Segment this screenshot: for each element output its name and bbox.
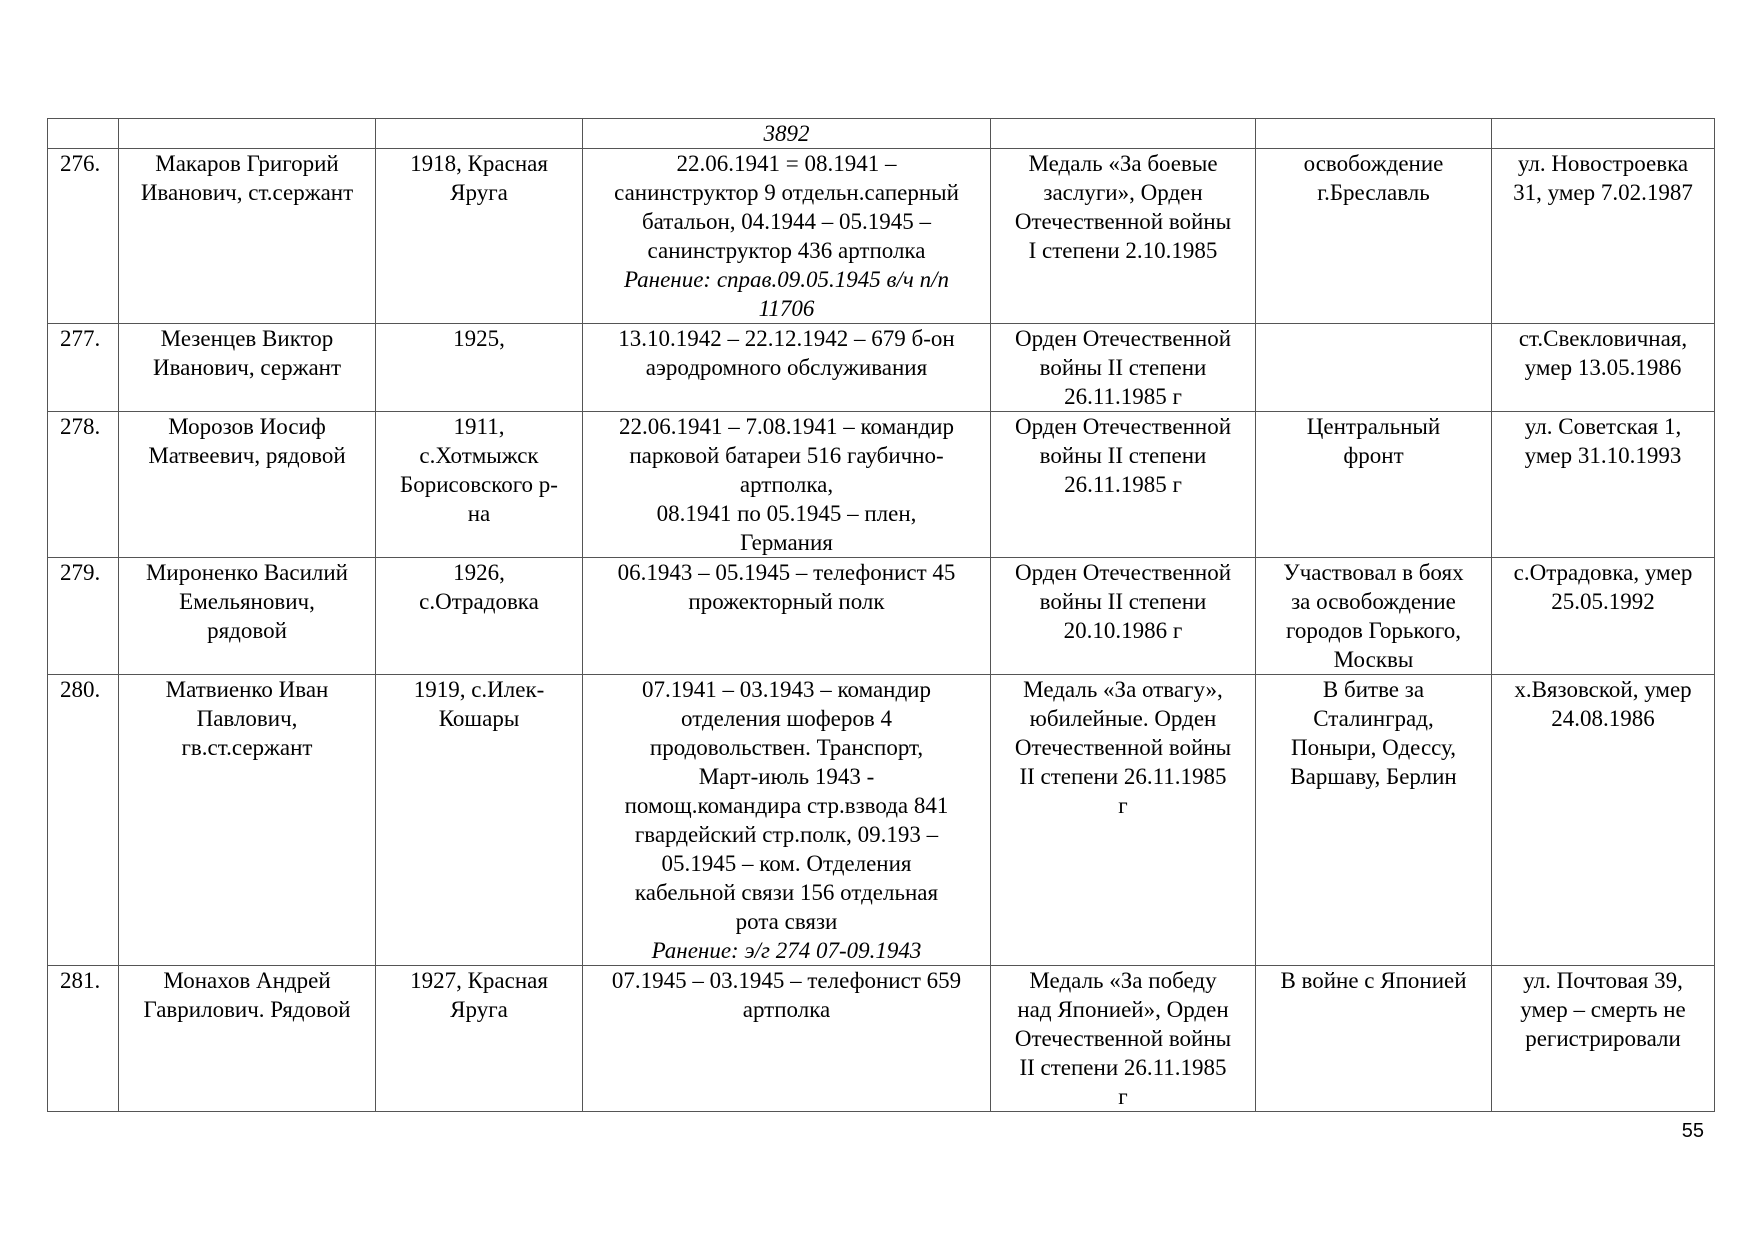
fate-line: ул. Почтовая 39,	[1523, 968, 1683, 993]
awards-line: г	[1118, 1084, 1128, 1109]
empty-cell	[991, 119, 1256, 149]
awards-line: Орден Отечественной	[1014, 414, 1232, 439]
service-record-line: санинструктор 9 отдельн.саперный	[614, 180, 959, 205]
battles-line: Центральный	[1306, 414, 1441, 439]
fate-cell	[1492, 149, 1715, 324]
service-record-line: санинструктор 436 артполка	[647, 238, 926, 263]
fate-line: умер 31.10.1993	[1524, 443, 1682, 468]
service-record-line: 07.1941 – 03.1943 – командир	[642, 677, 931, 702]
service-record-cell	[583, 966, 991, 1112]
awards-line: войны II степени	[1039, 589, 1207, 614]
birth-info-line: Яруга	[450, 180, 508, 205]
service-record-line: прожекторный полк	[688, 589, 885, 614]
row-number-cell: 277.	[48, 324, 119, 412]
awards-line: Орден Отечественной	[1014, 560, 1232, 585]
veteran-name-line: Матвиенко Иван	[165, 677, 329, 702]
table-row	[48, 324, 1715, 412]
awards-line: II степени 26.11.1985	[1019, 764, 1227, 789]
birth-info-line: с.Хотмыжск	[419, 443, 539, 468]
birth-info-cell	[376, 412, 583, 558]
awards-line: г	[1118, 793, 1128, 818]
page-number: 55	[1681, 1120, 1704, 1142]
fate-line: х.Вязовской, умер	[1514, 677, 1692, 702]
service-record-cell	[583, 324, 991, 412]
service-record-line: Март-июль 1943 -	[698, 764, 875, 789]
birth-info-line: на	[467, 501, 491, 526]
fate-line: ул. Новостроевка	[1517, 151, 1689, 176]
veteran-name-cell	[119, 149, 376, 324]
veteran-name-cell	[119, 558, 376, 675]
service-record-cell	[583, 675, 991, 966]
service-record-line: рота связи	[735, 909, 838, 934]
battles-line: Поныри, Одессу,	[1290, 735, 1457, 760]
service-record-line: 05.1945 – ком. Отделения	[661, 851, 912, 876]
empty-cell	[1492, 119, 1715, 149]
wound-note-line: Ранение: э/г 274 07-09.1943	[651, 938, 922, 963]
row-number-cell: 280.	[48, 675, 119, 966]
battles-cell	[1256, 558, 1492, 675]
awards-line: войны II степени	[1039, 443, 1207, 468]
fate-cell	[1492, 412, 1715, 558]
battles-line: городов Горького,	[1286, 618, 1461, 643]
veteran-name-line: Гаврилович. Рядовой	[143, 997, 351, 1022]
empty-cell	[376, 119, 583, 149]
battles-line: Москвы	[1333, 647, 1414, 672]
awards-line: I степени 2.10.1985	[1028, 238, 1218, 263]
battles-line: освобождение	[1303, 151, 1444, 176]
service-record-line: 06.1943 – 05.1945 – телефонист 45	[617, 560, 956, 585]
veteran-name-line: Иванович, ст.сержант	[140, 180, 354, 205]
service-record-line: аэродромного обслуживания	[645, 355, 928, 380]
table-row	[48, 412, 1715, 558]
fate-line: ул. Советская 1,	[1524, 414, 1682, 439]
awards-cell	[991, 324, 1256, 412]
service-record-line: батальон, 04.1944 – 05.1945 –	[641, 209, 932, 234]
service-record-line: продовольствен. Транспорт,	[649, 735, 924, 760]
empty-cell	[119, 119, 376, 149]
awards-line: Орден Отечественной	[1014, 326, 1232, 351]
birth-info-line: 1925,	[453, 326, 505, 351]
table-row	[48, 966, 1715, 1112]
table-row	[48, 558, 1715, 675]
awards-line: Медаль «За боевые	[1028, 151, 1218, 176]
battles-line: Участвовал в боях	[1283, 560, 1464, 585]
birth-info-cell	[376, 675, 583, 966]
battles-line: за освобождение	[1291, 589, 1456, 614]
service-record-line: кабельной связи 156 отдельная	[634, 880, 939, 905]
service-record-line: помощ.командира стр.взвода 841	[624, 793, 949, 818]
awards-line: Отечественной войны	[1014, 735, 1232, 760]
row-number-cell: 279.	[48, 558, 119, 675]
battles-line: Варшаву, Берлин	[1290, 764, 1457, 789]
veteran-name-line: Матвеевич, рядовой	[148, 443, 346, 468]
awards-cell	[991, 412, 1256, 558]
birth-info-line: с.Отрадовка	[419, 589, 539, 614]
fate-cell	[1492, 558, 1715, 675]
battles-cell	[1256, 412, 1492, 558]
birth-info-line: 1911,	[453, 414, 505, 439]
fate-line: регистрировали	[1525, 1026, 1681, 1051]
battles-line: В битве за	[1322, 677, 1425, 702]
fate-cell	[1492, 966, 1715, 1112]
awards-cell	[991, 558, 1256, 675]
battles-line: фронт	[1343, 443, 1404, 468]
awards-line: Медаль «За отвагу»,	[1023, 677, 1223, 702]
awards-line: над Японией», Орден	[1017, 997, 1229, 1022]
birth-info-cell	[376, 558, 583, 675]
birth-info-line: 1918, Красная	[410, 151, 548, 176]
service-record-line: отделения шоферов 4	[681, 706, 892, 731]
awards-line: юбилейные. Орден	[1029, 706, 1217, 731]
birth-info-cell	[376, 149, 583, 324]
awards-line: 20.10.1986 г	[1063, 618, 1183, 643]
fate-cell	[1492, 675, 1715, 966]
service-record-line: Германия	[740, 530, 833, 555]
veteran-name-cell	[119, 324, 376, 412]
empty-cell	[48, 119, 119, 149]
veteran-name-cell	[119, 675, 376, 966]
table-row	[48, 675, 1715, 966]
birth-info-line: Яруга	[450, 997, 508, 1022]
awards-cell	[991, 966, 1256, 1112]
service-record-line: 22.06.1941 = 08.1941 –	[676, 151, 897, 176]
veteran-name-line: Иванович, сержант	[152, 355, 342, 380]
battles-cell	[1256, 149, 1492, 324]
birth-info-cell	[376, 324, 583, 412]
awards-line: 26.11.1985 г	[1064, 472, 1182, 497]
awards-line: II степени 26.11.1985	[1019, 1055, 1227, 1080]
battles-line: Сталинград,	[1313, 706, 1434, 731]
continuation-text: 3892	[583, 119, 991, 149]
fate-line: 25.05.1992	[1551, 589, 1655, 614]
service-record-line: 08.1941 по 05.1945 – плен,	[656, 501, 917, 526]
veteran-name-line: Монахов Андрей	[163, 968, 331, 993]
fate-line: умер 13.05.1986	[1524, 355, 1682, 380]
service-record-line: артполка,	[739, 472, 834, 497]
battles-cell	[1256, 675, 1492, 966]
fate-cell	[1492, 324, 1715, 412]
wound-note-line: 11706	[758, 296, 815, 321]
awards-line: 26.11.1985 г	[1064, 384, 1182, 409]
veteran-name-cell	[119, 966, 376, 1112]
veteran-name-line: рядовой	[207, 618, 287, 643]
continuation-row	[48, 119, 1715, 149]
birth-info-line: 1927, Красная	[410, 968, 548, 993]
fate-line: умер – смерть не	[1520, 997, 1686, 1022]
veteran-name-line: Мироненко Василий	[145, 560, 348, 585]
birth-info-line: 1926,	[453, 560, 505, 585]
veteran-name-line: Павлович,	[196, 706, 298, 731]
birth-info-line: Кошары	[438, 706, 520, 731]
service-record-cell	[583, 149, 991, 324]
service-record-line: 22.06.1941 – 7.08.1941 – командир	[619, 414, 954, 439]
veteran-name-line: Мезенцев Виктор	[160, 326, 334, 351]
fate-line: 24.08.1986	[1551, 706, 1655, 731]
awards-line: Медаль «За победу	[1029, 968, 1217, 993]
veteran-name-cell	[119, 412, 376, 558]
battles-line: В войне с Японией	[1280, 968, 1467, 993]
veteran-name-line: гв.ст.сержант	[181, 735, 313, 760]
wound-note-line: Ранение: справ.09.05.1945 в/ч п/п	[624, 267, 949, 292]
battles-cell	[1256, 966, 1492, 1112]
veterans-table	[47, 118, 1715, 1112]
service-record-line: артполка	[742, 997, 831, 1022]
fate-line: 31, умер 7.02.1987	[1513, 180, 1693, 205]
veteran-name-line: Емельянович,	[179, 589, 315, 614]
fate-line: с.Отрадовка, умер	[1513, 560, 1693, 585]
fate-line: ст.Свекловичная,	[1518, 326, 1688, 351]
service-record-cell	[583, 558, 991, 675]
awards-line: заслуги», Орден	[1043, 180, 1203, 205]
awards-line: войны II степени	[1039, 355, 1207, 380]
table-row	[48, 149, 1715, 324]
battles-cell	[1256, 324, 1492, 412]
awards-cell	[991, 149, 1256, 324]
battles-line: г.Бреславль	[1317, 180, 1430, 205]
service-record-line: гвардейский стр.полк, 09.193 –	[634, 822, 939, 847]
birth-info-line: 1919, с.Илек-	[413, 677, 545, 702]
row-number-cell: 281.	[48, 966, 119, 1112]
row-number-cell: 276.	[48, 149, 119, 324]
service-record-line: 07.1945 – 03.1945 – телефонист 659	[611, 968, 962, 993]
awards-line: Отечественной войны	[1014, 1026, 1232, 1051]
veteran-name-line: Морозов Иосиф	[168, 414, 326, 439]
awards-line: Отечественной войны	[1014, 209, 1232, 234]
birth-info-line: Борисовского р-	[400, 472, 558, 497]
row-number-cell: 278.	[48, 412, 119, 558]
veteran-name-line: Макаров Григорий	[155, 151, 339, 176]
service-record-line: 13.10.1942 – 22.12.1942 – 679 б-он	[618, 326, 955, 351]
service-record-cell	[583, 412, 991, 558]
empty-cell	[1256, 119, 1492, 149]
service-record-line: парковой батареи 516 гаубично-	[629, 443, 944, 468]
awards-cell	[991, 675, 1256, 966]
birth-info-cell	[376, 966, 583, 1112]
